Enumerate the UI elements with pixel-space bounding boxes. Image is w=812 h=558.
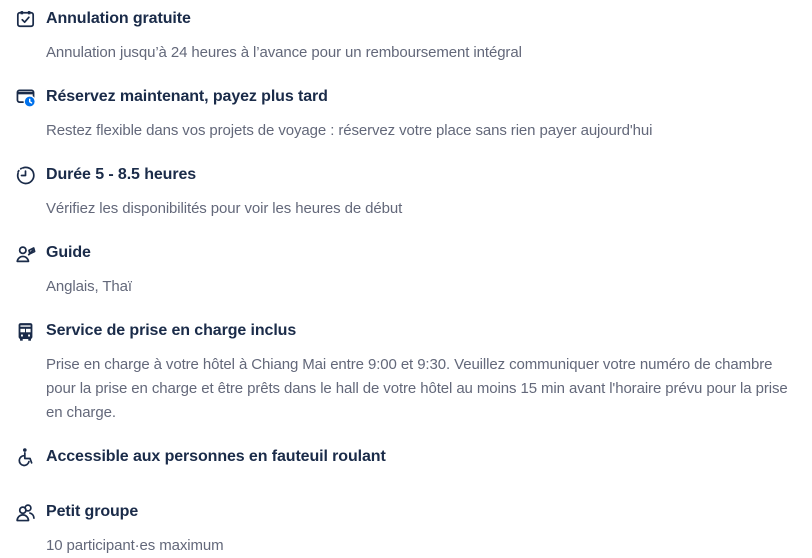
feature-description: Anglais, Thaï	[46, 278, 132, 295]
duration-clock-icon	[14, 164, 38, 187]
feature-description: 10 participant·es maximum	[46, 537, 224, 554]
feature-title: Accessible aux personnes en fauteuil roulant	[46, 448, 386, 465]
calendar-check-icon	[14, 8, 38, 31]
feature-description: Prise en charge à votre hôtel à Chiang Mai entre 9:00 et 9:30. Veuillez communiquer votre numéro de chambre pour la prise en charge et être prêts dans le hall de votre hôtel au moins 15 min avant l'horaire prévu pour la prise en charge.	[46, 356, 788, 421]
feature-row-pay-later	[14, 86, 794, 143]
feature-title: Réservez maintenant, payez plus tard	[46, 88, 328, 105]
feature-description: Vérifiez les disponibilités pour voir les heures de début	[46, 200, 403, 217]
feature-description: Annulation jusqu’à 24 heures à l’avance pour un remboursement intégral	[46, 44, 522, 61]
bus-pickup-icon	[14, 320, 38, 343]
feature-row-pickup	[14, 320, 794, 425]
feature-row-wheelchair	[14, 446, 794, 469]
feature-row-free-cancellation	[14, 8, 794, 65]
feature-row-guide	[14, 242, 794, 299]
feature-title: Annulation gratuite	[46, 10, 191, 27]
book-now-pay-later-icon	[14, 86, 38, 109]
small-group-icon	[14, 501, 38, 524]
feature-row-duration	[14, 164, 794, 221]
guide-flag-icon	[14, 242, 38, 265]
wheelchair-icon	[14, 446, 38, 469]
feature-title: Durée 5 - 8.5 heures	[46, 166, 197, 183]
feature-description: Restez flexible dans vos projets de voyage : réservez votre place sans rien payer aujourd'hui	[46, 122, 653, 139]
feature-row-small-group	[14, 501, 794, 558]
feature-title: Service de prise en charge inclus	[46, 322, 297, 339]
feature-title: Guide	[46, 244, 91, 261]
feature-title: Petit groupe	[46, 503, 139, 520]
